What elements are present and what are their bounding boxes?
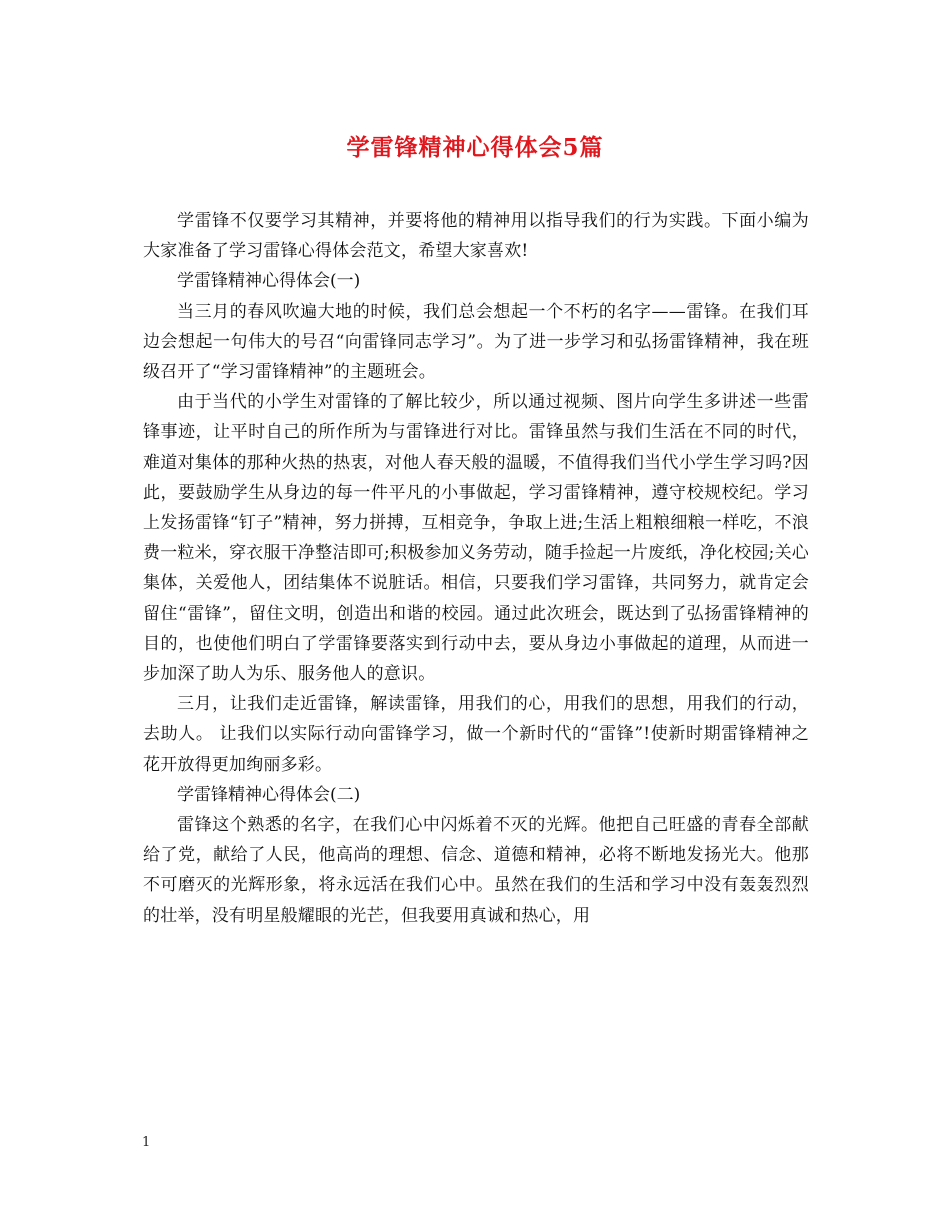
section-1-paragraph-3: 三月，让我们走近雷锋，解读雷锋，用我们的心，用我们的思想，用我们的行动，去助人。 让我们以实际行动向雷锋学习，做一个新时代的“雷锋”!使新时期雷锋精神之花开放得更加绚丽多彩。 [143,694,809,775]
section-1-paragraph-1: 当三月的春风吹遍大地的时候，我们总会想起一个不朽的名字——雷锋。在我们耳边会想起一句伟大的号召“向雷锋同志学习”。为了进一步学习和弘扬雷锋精神，我在班级召开了“学习雷锋精神”的主题班会。 [143,301,809,383]
page-number: 1 [142,1135,151,1150]
intro-paragraph: 学雷锋不仅要学习其精神，并要将他的精神用以指导我们的行为实践。下面小编为大家准备了学习雷锋心得体会范文，希望大家喜欢! [143,211,809,262]
section-1-heading: 学雷锋精神心得体会(一) [177,271,361,292]
section-2-heading: 学雷锋精神心得体会(二) [177,784,361,805]
section-2-paragraph-1: 雷锋这个熟悉的名字，在我们心中闪烁着不灭的光辉。他把自己旺盛的青春全部献给了党，献给了人民，他高尚的理想、信念、道德和精神，必将不断地发扬光大。他那不可磨灭的光辉形象，将永远活在我们心中。虽然在我们的生活和学习中没有轰轰烈烈的壮举，没有明星般耀眼的光芒，但我要用真诚和热心，用 [143,815,809,926]
document-body [143,206,809,931]
section-1-paragraph-2: 由于当代的小学生对雷锋的了解比较少，所以通过视频、图片向学生多讲述一些雷锋事迹，让平时自己的所作所为与雷锋进行对比。雷锋虽然与我们生活在不同的时代，难道对集体的那种火热的热衷，对他人春天般的温暖，不值得我们当代小学生学习吗?因此，要鼓励学生从身边的每一件平凡的小事做起，学习雷锋精神，遵守校规校纪。学习上发扬雷锋“钉子”精神，努力拼搏，互相竞争，争取上进;生活上粗粮细粮一样吃，不浪费一粒米，穿衣服干净整洁即可;积极参加义务劳动，随手捡起一片废纸，净化校园;关心集体，关爱他人，团结集体不说脏话。相信，只要我们学习雷锋，共同努力，就肯定会留住“雷锋”，留住文明，创造出和谐的校园。通过此次班会，既达到了弘扬雷锋精神的目的，也使他们明白了学雷锋要落实到行动中去，要从身边小事做起的道理，从而进一步加深了助人为乐、服务他人的意识。 [143,392,809,685]
document-title: 学雷锋精神心得体会5篇 [346,134,604,161]
